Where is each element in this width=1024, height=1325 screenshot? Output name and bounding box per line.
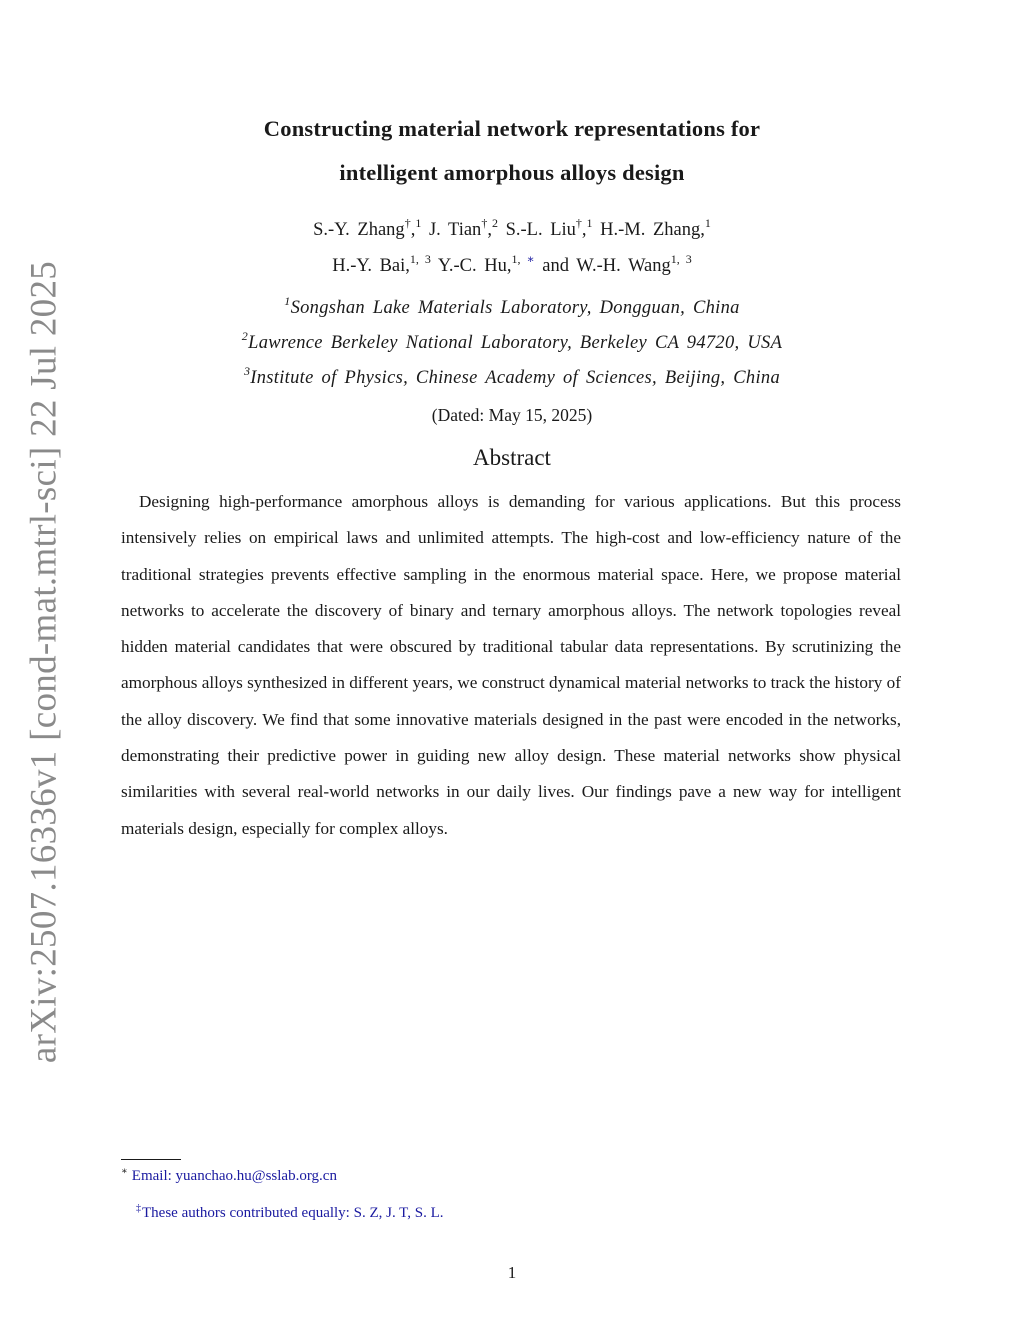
page-number: 1 [507, 1263, 517, 1282]
abstract-heading: Abstract [473, 445, 551, 470]
affiliation-ref: 1 [415, 216, 422, 230]
author-name: J. Tian [428, 220, 482, 240]
footnote-mark: ∗ [121, 1166, 128, 1177]
equal-contribution-mark: † [404, 216, 411, 230]
author-name: Y.-C. Hu [437, 256, 507, 276]
paper-title-line-1: Constructing material network representations for [263, 116, 761, 141]
equal-contribution-mark: † [481, 216, 488, 230]
affiliation-text: Songshan Lake Materials Laboratory, Dongguan, China [290, 298, 740, 318]
footnote-equal-contribution [136, 1205, 443, 1222]
footnote-email [121, 1168, 337, 1185]
arxiv-identifier-stamp: arXiv:2507.16336v1 [cond-mat.mtrl-sci] 22 Jul 2025 [23, 260, 65, 1064]
paper-title-line-2: intelligent amorphous alloys design [339, 160, 685, 185]
author-name: S.-Y. Zhang [313, 220, 405, 240]
footnote-mark: ‡ [136, 1203, 141, 1214]
affiliation-2 [0, 329, 1024, 354]
author-list-line-2: H.-Y. Bai,$^{1, 3}$ Y.-C. Hu,$^{1, ∗}$ and W.-H. Wang$^{1, 3}$ [332, 252, 692, 276]
author-conjunction: and [542, 256, 569, 276]
affiliation-3 [0, 364, 1024, 389]
email-link[interactable]: Email: yuanchao.hu@sslab.org.cn [131, 1168, 337, 1184]
affiliation-ref: 1, 3 [409, 252, 431, 266]
footnote-divider [121, 1159, 181, 1160]
dated-line: (Dated: May 15, 2025) [431, 405, 593, 425]
affiliation-number: 1 [284, 294, 291, 308]
affiliation-text: Institute of Physics, Chinese Academy of Sciences, Beijing, China [250, 368, 780, 388]
equal-contribution-link[interactable]: These authors contributed equally: S. Z, J. T, S. L. [142, 1205, 444, 1221]
equal-contribution-mark: † [575, 216, 582, 230]
affiliation-ref: 2 [491, 216, 498, 230]
affiliation-1 [0, 294, 1024, 319]
affiliation-ref: 1 [704, 216, 711, 230]
author-name: W.-H. Wang [576, 256, 671, 276]
corresponding-author-link[interactable]: ∗ [526, 252, 535, 266]
affiliation-text: Lawrence Berkeley National Laboratory, Berkeley CA 94720, USA [248, 333, 783, 353]
author-name: H.-Y. Bai [332, 256, 406, 276]
affiliation-number: 2 [241, 329, 249, 343]
affiliation-ref: 1, 3 [670, 252, 692, 266]
author-name: S.-L. Liu [505, 220, 576, 240]
affiliation-ref [511, 252, 534, 266]
abstract-body: Designing high-performance amorphous alloys is demanding for various applications. But this process intensively relies on empirical laws and unlimited attempts. The high-cost and low-efficiency nature of the traditional strategies prevents effective sampling in the enormous material space. Here, we propose material networks to accelerate the discovery of binary and ternary amorphous alloys. The network topologies reveal hidden material candidates that were obscured by traditional tabular data representations. By scrutinizing the amorphous alloys synthesized in different years, we construct dynamical material networks to track the history of the alloy discovery. We find that some innovative materials designed in the past were encoded in the networks, demonstrating their predictive power in guiding new alloy design. These material networks show physical similarities with several real-world networks in our daily lives. Our findings pave a new way for intelligent materials design, especially for complex alloys. [121, 492, 901, 838]
affiliation-ref-number: 1, [511, 252, 527, 266]
author-name: H.-M. Zhang [600, 220, 701, 240]
affiliation-ref: 1 [586, 216, 593, 230]
affiliation-number: 3 [243, 364, 251, 378]
author-list-line-1: S.-Y. Zhang†,$^1$ J. Tian†,$^2$ S.-L. Liu†,$^1$ H.-M. Zhang,$^1$ [313, 216, 711, 240]
